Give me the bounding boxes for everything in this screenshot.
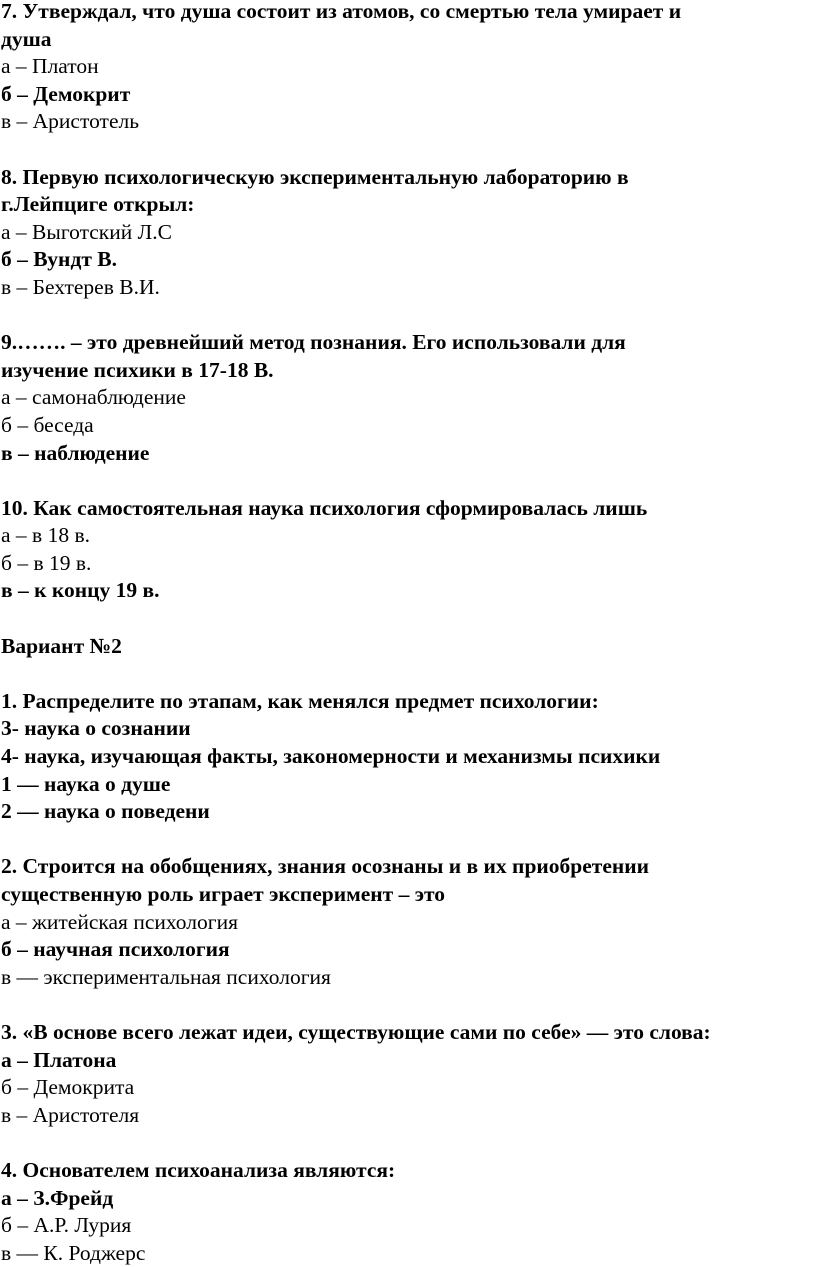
answer-option-correct: б – Демокрит	[1, 81, 131, 106]
answer-option: а – Платон	[1, 54, 99, 79]
answer-option-correct: б – научная психология	[1, 937, 230, 962]
question-text: 2. Строится на обобщениях, знания осознаны и в их приобретении	[1, 854, 650, 879]
answer-option-correct: 3- наука о сознании	[1, 716, 191, 741]
v2-question-2	[1, 853, 816, 991]
question-text: 7. Утверждал, что душа состоит из атомов, со смертью тела умирает и	[1, 0, 682, 23]
answer-option: а – житейская психология	[1, 909, 238, 934]
question-text: 9.……. – это древнейший метод познания. Его использовали для	[1, 330, 626, 355]
question-text: душа	[1, 26, 52, 51]
spacer	[1, 826, 816, 854]
question-7	[1, 0, 816, 136]
answer-option: в –– экспериментальная психология	[1, 964, 331, 989]
answer-option: в – Аристотель	[1, 109, 140, 134]
question-9	[1, 329, 816, 467]
answer-option: в – Бехтерев В.И.	[1, 274, 160, 299]
answer-option-correct: а – З.Фрейд	[1, 1185, 114, 1210]
question-text: изучение психики в 17-18 В.	[1, 357, 274, 382]
answer-option-correct: 2 –– наука о поведени	[1, 799, 210, 824]
spacer	[1, 1129, 816, 1157]
answer-option: в – Аристотеля	[1, 1102, 140, 1127]
spacer	[1, 660, 816, 688]
answer-option-correct: 4- наука, изучающая факты, закономерности и механизмы психики	[1, 744, 661, 769]
answer-option: б – А.Р. Лурия	[1, 1213, 132, 1238]
answer-option: а – самонаблюдение	[1, 385, 186, 410]
answer-option: б – Демокрита	[1, 1075, 135, 1100]
question-10	[1, 495, 816, 605]
answer-option: в –– К. Роджерс	[1, 1240, 146, 1265]
answer-option-correct: 1 –– наука о душе	[1, 771, 171, 796]
answer-option: б – беседа	[1, 412, 94, 437]
answer-option: а – Выготский Л.С	[1, 219, 172, 244]
question-text: 3. «В основе всего лежат идеи, существующие сами по себе» –– это слова:	[1, 1019, 711, 1044]
spacer	[1, 136, 816, 164]
question-text: 8. Первую психологическую экспериментальную лабораторию в	[1, 164, 629, 189]
question-text: существенную роль играет эксперимент – это	[1, 882, 446, 906]
variant-heading: Вариант №2	[1, 633, 122, 658]
spacer	[1, 605, 816, 633]
spacer	[1, 991, 816, 1019]
answer-option-correct: в – к концу 19 в.	[1, 578, 160, 603]
spacer	[1, 467, 816, 495]
answer-option: а – в 18 в.	[1, 523, 90, 548]
v2-question-4	[1, 1157, 816, 1267]
answer-option-correct: а – Платона	[1, 1047, 117, 1072]
answer-option-correct: в – наблюдение	[1, 440, 150, 465]
answer-option-correct: б – Вундт В.	[1, 247, 117, 272]
answer-option: б – в 19 в.	[1, 550, 92, 575]
v2-question-3	[1, 1019, 816, 1129]
question-text: г.Лейпциге открыл:	[1, 192, 195, 217]
question-text: 1. Распределите по этапам, как менялся предмет психологии:	[1, 688, 599, 713]
question-text: 4. Основателем психоанализа являются:	[1, 1157, 396, 1182]
question-text: 10. Как самостоятельная наука психология сформировалась лишь	[1, 495, 648, 520]
v2-question-1	[1, 688, 816, 826]
spacer	[1, 302, 816, 330]
question-8	[1, 164, 816, 302]
